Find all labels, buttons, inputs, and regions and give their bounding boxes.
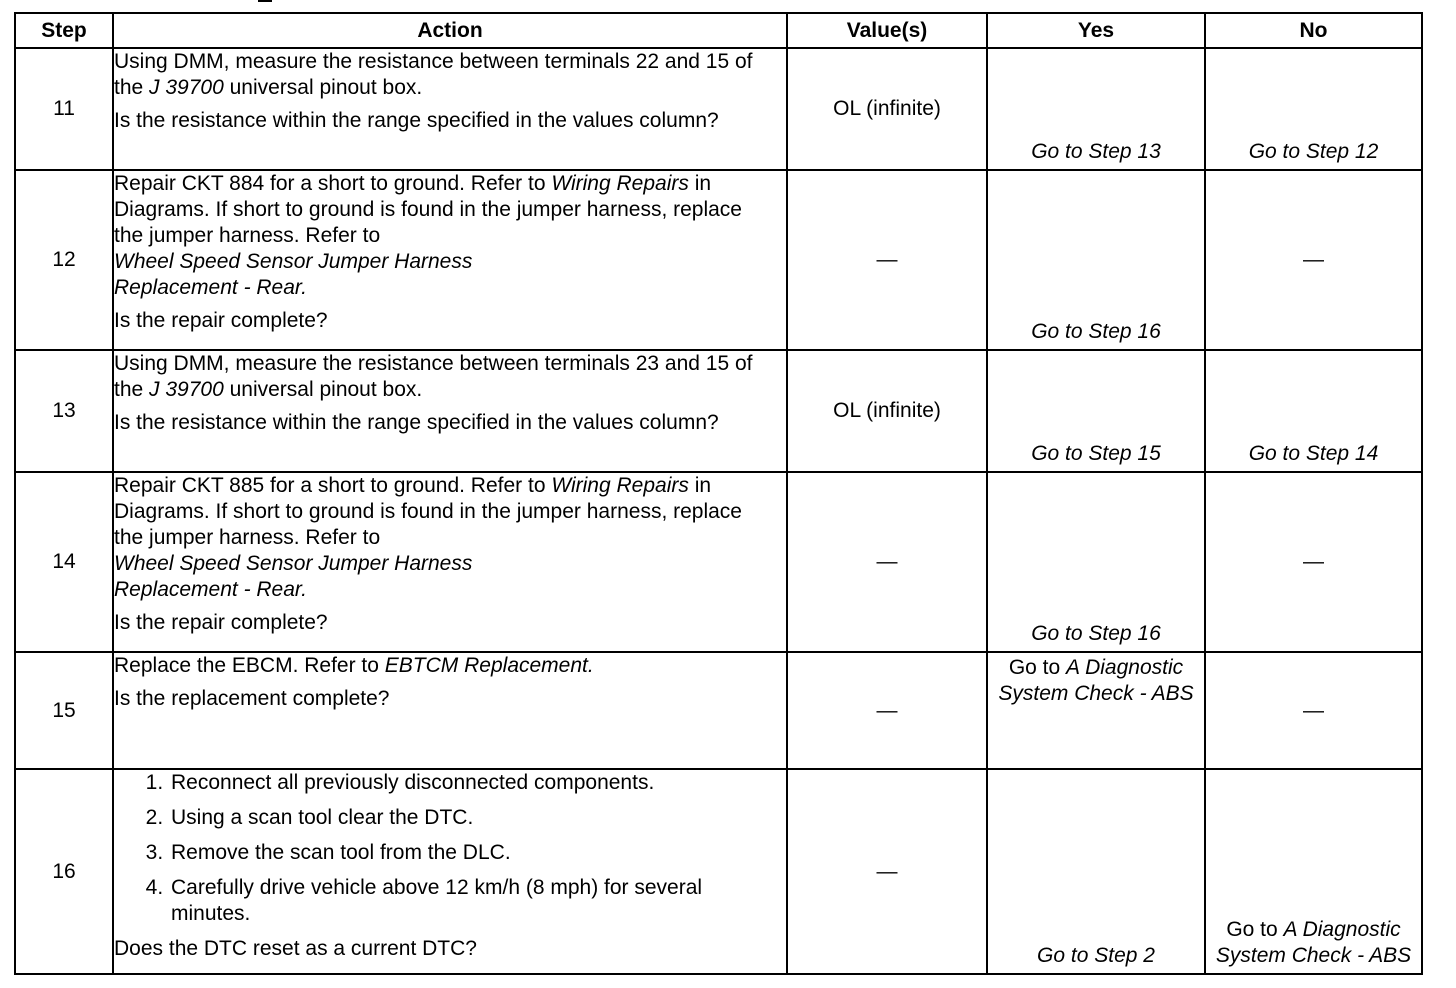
value-cell: — bbox=[787, 170, 987, 350]
no-dash: — bbox=[1303, 248, 1324, 271]
action-cell bbox=[113, 350, 787, 472]
list-item: 2. Using a scan tool clear the DTC. bbox=[169, 805, 786, 831]
header-yes: Yes bbox=[987, 13, 1205, 48]
yes-link[interactable]: Go to Step 16 bbox=[1031, 320, 1161, 343]
yes-link[interactable] bbox=[994, 655, 1198, 707]
action-text: Repair CKT 884 for a short to ground. Refer to bbox=[114, 172, 552, 195]
no-cell bbox=[1205, 48, 1422, 170]
action-text: Using DMM, measure the resistance between terminals 23 and 15 of the bbox=[114, 352, 753, 401]
action-cell bbox=[113, 472, 787, 652]
action-text: universal pinout box. bbox=[223, 378, 423, 401]
table-row bbox=[15, 48, 1422, 170]
doc-ref[interactable]: Wiring Repairs bbox=[551, 474, 689, 497]
list-item: 4. Carefully drive vehicle above 12 km/h (8 mph) for several minutes. bbox=[169, 875, 731, 927]
question: Does the DTC reset as a current DTC? bbox=[114, 937, 477, 960]
no-link[interactable] bbox=[1212, 917, 1415, 969]
action-text: Replace the EBCM. Refer to bbox=[114, 654, 385, 677]
action-cell bbox=[113, 170, 787, 350]
question: Is the resistance within the range specified in the values column? bbox=[114, 411, 719, 434]
header-values: Value(s) bbox=[787, 13, 987, 48]
no-dash: — bbox=[1303, 698, 1324, 722]
value-cell: — bbox=[787, 769, 987, 974]
yes-link[interactable]: Go to Step 13 bbox=[1031, 140, 1161, 163]
action-cell bbox=[113, 769, 787, 974]
diagnostic-table bbox=[14, 12, 1423, 975]
question: Is the replacement complete? bbox=[114, 687, 390, 710]
no-link[interactable]: Go to Step 12 bbox=[1248, 140, 1379, 163]
value-cell: OL (infinite) bbox=[787, 48, 987, 170]
no-dash: — bbox=[1303, 550, 1324, 573]
doc-ref[interactable]: A Diagnostic System Check - ABS bbox=[998, 656, 1194, 705]
value-cell: — bbox=[787, 472, 987, 652]
list-item: 1. Reconnect all previously disconnected components. bbox=[169, 770, 786, 796]
stray-mark bbox=[258, 0, 272, 2]
table-row bbox=[15, 170, 1422, 350]
yes-cell bbox=[987, 170, 1205, 350]
no-cell bbox=[1205, 769, 1422, 974]
step-number: 12 bbox=[15, 170, 113, 350]
question: Is the repair complete? bbox=[114, 611, 328, 634]
step-number: 16 bbox=[15, 769, 113, 974]
action-cell bbox=[113, 652, 787, 769]
action-text: Repair CKT 885 for a short to ground. Refer to bbox=[114, 474, 552, 497]
yes-cell bbox=[987, 350, 1205, 472]
doc-ref[interactable]: Wiring Repairs bbox=[551, 172, 689, 195]
tool-ref: J 39700 bbox=[149, 378, 224, 401]
no-cell bbox=[1205, 472, 1422, 652]
action-text: Using DMM, measure the resistance between terminals 22 and 15 of the bbox=[114, 50, 753, 99]
question: Is the resistance within the range specified in the values column? bbox=[114, 109, 719, 132]
action-text: in Diagrams. If short to ground is found in the jumper harness, replace the jumper harness. Refer to bbox=[114, 474, 742, 549]
list-item: 3. Remove the scan tool from the DLC. bbox=[169, 840, 786, 866]
yes-cell bbox=[987, 769, 1205, 974]
no-link[interactable]: Go to Step 14 bbox=[1248, 442, 1379, 465]
header-step: Step bbox=[15, 13, 113, 48]
table-row bbox=[15, 652, 1422, 769]
table-row bbox=[15, 350, 1422, 472]
header-action: Action bbox=[113, 13, 787, 48]
yes-cell bbox=[987, 48, 1205, 170]
action-text: in Diagrams. If short to ground is found in the jumper harness, replace the jumper harness. Refer to bbox=[114, 172, 742, 247]
go-to-text: Go to bbox=[1008, 656, 1067, 679]
doc-ref[interactable]: EBTCM Replacement. bbox=[384, 654, 594, 677]
doc-ref[interactable]: Wheel Speed Sensor Jumper Harness Replacement - Rear. bbox=[114, 250, 473, 299]
question: Is the repair complete? bbox=[114, 309, 328, 332]
yes-cell bbox=[987, 652, 1205, 769]
step-number: 14 bbox=[15, 472, 113, 652]
step-number: 15 bbox=[15, 652, 113, 769]
no-cell bbox=[1205, 170, 1422, 350]
yes-link[interactable]: Go to Step 16 bbox=[1031, 622, 1161, 645]
header-row bbox=[15, 13, 1422, 48]
instruction-list bbox=[114, 770, 786, 927]
header-no: No bbox=[1205, 13, 1422, 48]
doc-ref[interactable]: Wheel Speed Sensor Jumper Harness Replacement - Rear. bbox=[114, 552, 473, 601]
yes-cell bbox=[987, 472, 1205, 652]
table-row bbox=[15, 769, 1422, 974]
table-row bbox=[15, 472, 1422, 652]
tool-ref: J 39700 bbox=[149, 76, 224, 99]
go-to-text: Go to bbox=[1226, 918, 1284, 941]
value-cell: — bbox=[787, 652, 987, 769]
value-cell: OL (infinite) bbox=[787, 350, 987, 472]
action-text: universal pinout box. bbox=[223, 76, 423, 99]
action-cell bbox=[113, 48, 787, 170]
step-number: 13 bbox=[15, 350, 113, 472]
doc-ref[interactable]: A Diagnostic System Check - ABS bbox=[1215, 918, 1412, 967]
no-cell bbox=[1205, 652, 1422, 769]
no-cell bbox=[1205, 350, 1422, 472]
step-number: 11 bbox=[15, 48, 113, 170]
yes-link[interactable]: Go to Step 15 bbox=[1031, 442, 1161, 465]
yes-link[interactable]: Go to Step 2 bbox=[1037, 944, 1155, 967]
